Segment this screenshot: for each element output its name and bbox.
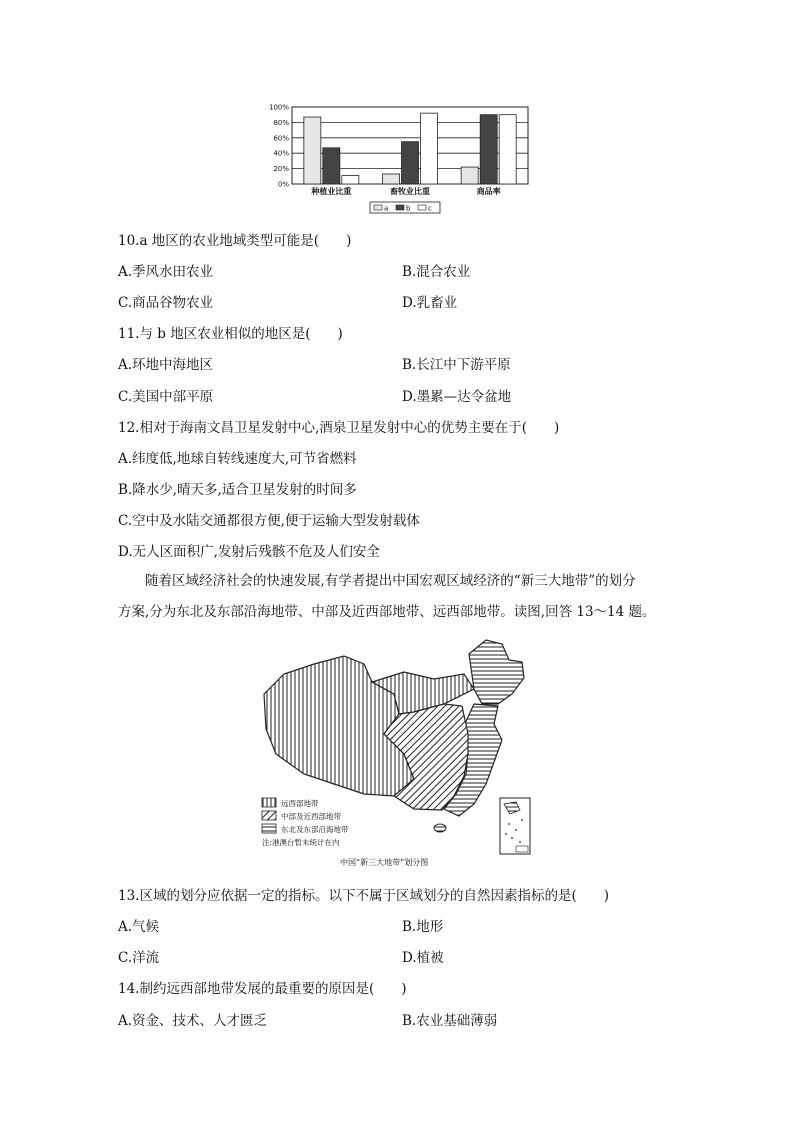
chart-y-tick-label: 80% xyxy=(273,118,289,127)
map-caption: 中国“新三大地带”划分图 xyxy=(340,858,429,867)
question-11-stem: 11.与 b 地区农业相似的地区是( ) xyxy=(118,326,343,342)
chart-y-ticks xyxy=(269,104,289,189)
chart-y-tick-label: 0% xyxy=(277,180,289,189)
chart-bar-b xyxy=(402,142,419,184)
chart-bar-c xyxy=(499,115,516,184)
chart-y-tick-label: 100% xyxy=(268,103,289,112)
q10-option-c: C.商品谷物农业 xyxy=(118,295,214,311)
q12-option-b: B.降水少,晴天多,适合卫星发射的时间多 xyxy=(118,482,357,498)
map-zone-northeast xyxy=(469,640,524,704)
chart-bar-a xyxy=(461,167,478,184)
q11-option-b: B.长江中下游平原 xyxy=(402,357,511,373)
q11-option-d: D.墨累—达令盆地 xyxy=(402,389,512,405)
map-note: 注:港澳台暂未统计在内 xyxy=(262,838,340,847)
china-three-zones-map xyxy=(254,634,544,870)
chart-bar-a xyxy=(383,174,400,184)
chart-bar-b xyxy=(323,148,340,184)
chart-x-category-label: 畜牧业比重 xyxy=(390,187,430,196)
chart-legend-swatch-c xyxy=(418,205,426,210)
chart-x-category-label: 商品率 xyxy=(476,187,501,196)
chart-legend-swatch-a xyxy=(374,205,382,210)
map-inset-south-china-sea xyxy=(500,798,530,854)
question-14-stem: 14.制约远西部地带发展的最重要的原因是( ) xyxy=(118,981,407,997)
q11-option-a: A.环地中海地区 xyxy=(118,357,214,373)
chart-legend-label-b: b xyxy=(406,204,411,213)
chart-bar-a xyxy=(304,117,321,184)
q12-option-d: D.无人区面积广,发射后残骸不危及人们安全 xyxy=(118,544,380,560)
chart-bar-b xyxy=(480,115,497,184)
q11-option-c: C.美国中部平原 xyxy=(118,389,214,405)
legend-label-central: 中部及近西部地带 xyxy=(281,812,341,821)
q14-option-b: B.农业基础薄弱 xyxy=(402,1013,498,1029)
q10-option-d: D.乳畜业 xyxy=(402,295,458,311)
intro-line-2: 方案,分为东北及东部沿海地带、中部及近西部地带、远西部地带。读图,回答 13～14 题。 xyxy=(118,604,656,620)
chart-legend-swatch-b xyxy=(396,205,404,210)
q13-option-a: A.气候 xyxy=(118,919,160,935)
q13-option-b: B.地形 xyxy=(402,919,444,935)
q10-option-b: B.混合农业 xyxy=(402,264,471,280)
q13-option-d: D.植被 xyxy=(402,950,444,966)
legend-swatch-central xyxy=(262,811,276,820)
q13-option-c: C.洋流 xyxy=(118,950,160,966)
chart-y-tick-label: 20% xyxy=(273,165,289,174)
q12-option-a: A.纬度低,地球自转线速度大,可节省燃料 xyxy=(118,451,357,467)
legend-label-far-west: 远西部地带 xyxy=(281,799,319,808)
intro-line-1: 随着区域经济社会的快速发展,有学者提出中国宏观区域经济的“新三大地带”的划分 xyxy=(145,573,636,589)
intro-paragraph xyxy=(118,566,678,628)
map-legend xyxy=(262,798,349,847)
q12-option-c: C.空中及水陆交通都很方便,便于运输大型发射载体 xyxy=(118,513,420,529)
chart-y-tick-label: 60% xyxy=(273,134,289,143)
chart-bar-c xyxy=(421,113,438,184)
chart-bar-c xyxy=(342,176,359,184)
chart-y-tick-label: 40% xyxy=(273,149,289,158)
q14-option-a: A.资金、技术、人才匮乏 xyxy=(118,1013,268,1029)
chart-legend-label-a: a xyxy=(384,204,389,213)
q10-option-a: A.季风水田农业 xyxy=(118,264,214,280)
legend-swatch-far-west xyxy=(262,798,276,807)
legend-swatch-east xyxy=(262,824,276,833)
chart-x-categories xyxy=(310,186,500,196)
legend-label-east: 东北及东部沿海地带 xyxy=(281,825,349,834)
chart-legend xyxy=(370,202,440,213)
question-12-stem: 12.相对于海南文昌卫星发射中心,酒泉卫星发射中心的优势主要在于( ) xyxy=(118,420,560,436)
question-13-stem: 13.区域的划分应依据一定的指标。以下不属于区域划分的自然因素指标的是( ) xyxy=(118,888,610,904)
agriculture-bar-chart xyxy=(258,100,536,218)
question-10-stem: 10.a 地区的农业地域类型可能是( ) xyxy=(118,233,352,249)
map-hainan-island xyxy=(434,824,446,832)
chart-legend-label-c: c xyxy=(428,204,432,213)
chart-x-category-label: 种植业比重 xyxy=(311,187,352,196)
